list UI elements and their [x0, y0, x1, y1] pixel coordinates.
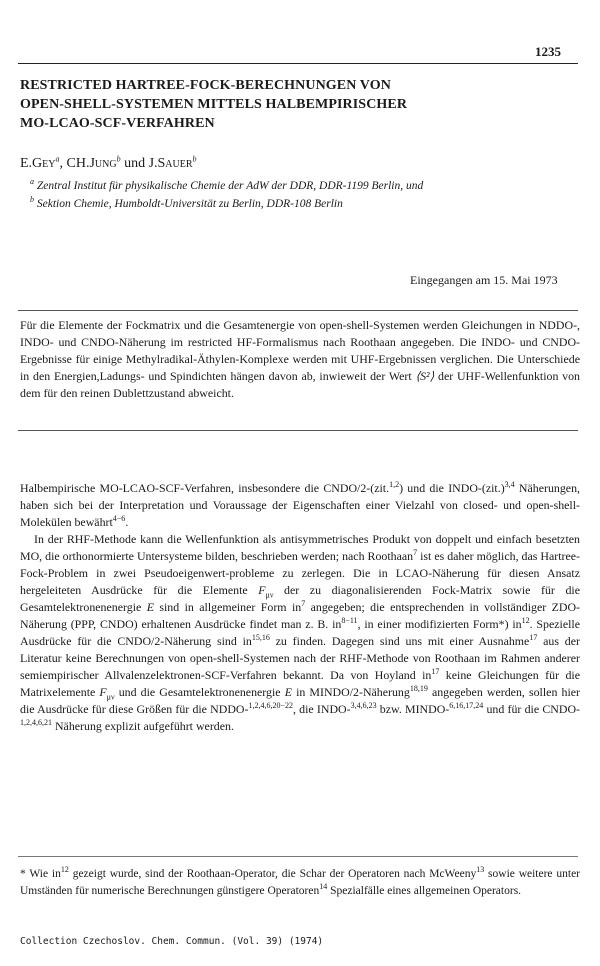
expectation-value: ⟨S²⟩ — [415, 369, 435, 383]
reference-mark: 1,2,4,6,21 — [20, 718, 52, 728]
affiliation-mark: b — [30, 195, 34, 205]
reference-mark: 18,19 — [409, 684, 428, 694]
title-line-3: MO-LCAO-SCF-VERFAHREN — [20, 116, 215, 131]
abstract-text: der UHF-Wellenfunktion von dem für den reinen Dublettzustand abweicht. — [20, 369, 580, 400]
reference-mark: 8−11 — [341, 616, 358, 626]
symbol-f: F — [99, 685, 107, 699]
abstract-top-rule — [18, 310, 578, 311]
text-run: sowie weitere unter Umständen für numerische Berechnungen günstigere Operatoren — [20, 868, 580, 897]
page-number: 1235 — [535, 44, 561, 59]
symbol-e: E — [146, 600, 154, 614]
symbol-subscript: μν — [265, 590, 274, 600]
text-run: ist es daher möglich, das Hartree-Fock-Problem in zwei Pseudoeigenwert-probleme zu zerlegen. Die in LCAO-Näherung für diesen Ansatz hergeleiteten Ausdrücke für die Elemente — [20, 549, 580, 597]
affiliation-mark: a — [55, 154, 60, 164]
reference-mark: 6,16,17,24 — [449, 701, 484, 711]
text-run: zu finden. Dagegen sind uns mit einer Ausnahme — [269, 634, 530, 648]
text-run: gezeigt wurde, sind der Roothaan-Operator, die Schar der Operatoren nach McWeeny — [68, 868, 477, 880]
author-separator: , — [59, 156, 67, 171]
received-date: Eingegangen am 15. Mai 1973 — [410, 273, 558, 287]
reference-mark: 3,4,6,23 — [350, 701, 377, 711]
text-run: angegeben werden, sollen hier die Ausdrücke für diese Größen für die NDDO- — [20, 685, 580, 716]
affiliation-mark: b — [192, 154, 197, 164]
text-run: und für die CNDO- — [483, 702, 580, 716]
body-paragraph — [20, 531, 580, 735]
reference-mark: 17 — [529, 633, 538, 643]
reference-mark: 15,16 — [251, 633, 270, 643]
author-gey: E.Gey — [20, 156, 56, 171]
affiliation-a — [30, 177, 424, 192]
affiliation-text: Zentral Institut für physikalische Chemie der AdW der DDR, DDR-1199 Berlin, und — [34, 180, 424, 192]
text-run: Spezialfälle eines allgemeinen Operators. — [327, 885, 522, 897]
abstract-bottom-rule — [18, 430, 578, 431]
reference-mark: 1,2 — [389, 480, 400, 490]
author-separator: und — [120, 156, 149, 171]
text-run: aus der Literatur keine Berechnungen von open-shell-Systemen nach der RHF-Methode von Roothaan im Rahmen anderer semiempirischer Allvalenzelektronen-SCF-Verfahren bekannt. Da von Hoyland in — [20, 634, 580, 682]
symbol-f: F — [258, 583, 266, 597]
reference-mark: 17 — [431, 667, 440, 677]
text-run: Näherungen, haben sich bei der Interpretation und Voraussage der Eigenschaften einer Vielzahl von closed- und open-shell-Molekülen bewährt — [20, 481, 580, 529]
text-run: In der RHF-Methode kann die Wellenfunktion als antisymmetrisches Produkt von doppelt und einfach besetzten MO, die orthonormierte Untersysteme bilden, beschrieben werden; nach Roothaan — [20, 532, 580, 563]
reference-mark: 7 — [301, 599, 306, 609]
reference-mark: 13 — [476, 865, 485, 875]
footnote — [20, 866, 580, 900]
text-run: Halbempirische MO-LCAO-SCF-Verfahren, insbesondere die CNDO/2-(zit. — [20, 481, 390, 495]
affiliation-mark: a — [30, 177, 34, 187]
footnote-rule — [18, 856, 578, 857]
article-title — [20, 76, 540, 133]
affiliation-b — [30, 195, 343, 210]
text-run: Näherung explizit aufgeführt werden. — [52, 719, 234, 733]
text-run: , in einer modifizierten Form*) in — [357, 617, 522, 631]
text-run: angegeben; die entsprechenden in vollständiger ZDO-Näherung (PPP, CNDO) erhaltenen Ausdrücke findet man z. B. in — [20, 600, 580, 631]
author-jung: CH.Jung — [66, 156, 117, 171]
abstract — [20, 317, 580, 402]
reference-mark: 7 — [413, 548, 418, 558]
text-run: . Spezielle Ausdrücke für die CNDO/2-Näherung sind in — [20, 617, 580, 648]
text-run: Wie in — [25, 868, 61, 880]
text-run: ) und die INDO-(zit.) — [399, 481, 505, 495]
text-run: , die INDO- — [293, 702, 351, 716]
symbol-subscript: μν — [106, 692, 115, 702]
author-list — [20, 156, 197, 172]
affiliation-text: Sektion Chemie, Humboldt-Universität zu Berlin, DDR-108 Berlin — [34, 198, 343, 210]
footnote-mark: * — [20, 868, 26, 880]
reference-mark: 14 — [319, 882, 328, 892]
text-run: der zu diagonalisierenden Fock-Matrix sowie für die Gesamtelektronenenergie — [20, 583, 580, 614]
title-line-1: RESTRICTED HARTREE-FOCK-BERECHNUNGEN VON — [20, 78, 391, 93]
text-run: bzw. MINDO- — [376, 702, 450, 716]
title-line-2: OPEN-SHELL-SYSTEMEN MITTELS HALBEMPIRISCHER — [20, 97, 408, 112]
text-run: sind in allgemeiner Form in — [153, 600, 302, 614]
reference-mark: 1,2,4,6,20−22 — [248, 701, 293, 711]
journal-citation: Collection Czechoslov. Chem. Commun. (Vol. 39) (1974) — [20, 936, 324, 947]
author-sauer: J.Sauer — [148, 156, 193, 171]
text-run: in MINDO/2-Näherung — [291, 685, 410, 699]
reference-mark: 3,4 — [504, 480, 515, 490]
reference-mark: 12 — [521, 616, 530, 626]
intro-paragraph — [20, 480, 580, 531]
text-run: . — [125, 515, 129, 529]
text-run: und die Gesamtelektronenenergie — [114, 685, 285, 699]
symbol-e: E — [284, 685, 292, 699]
affiliation-mark: b — [116, 154, 121, 164]
header-rule — [18, 63, 578, 64]
reference-mark: 4−6 — [112, 514, 126, 524]
abstract-text: Für die Elemente der Fockmatrix und die Gesamtenergie von open-shell-Systemen werden Gleichungen in NDDO-, INDO- und CNDO-Näherung im restricted HF-Formalismus nach Roothaan angegeben. Die INDO- und CNDO-Ergebnisse für einige Methylradikal-Äthylen-Komplexe werden mit UHF-Ergebnissen verglichen. Die Unterschiede in den Energien,Ladungs- und Spindichten hängen davon ab, inwieweit der Wert — [20, 318, 580, 383]
reference-mark: 12 — [60, 865, 69, 875]
text-run: keine Gleichungen für die Matrixelemente — [20, 668, 580, 699]
